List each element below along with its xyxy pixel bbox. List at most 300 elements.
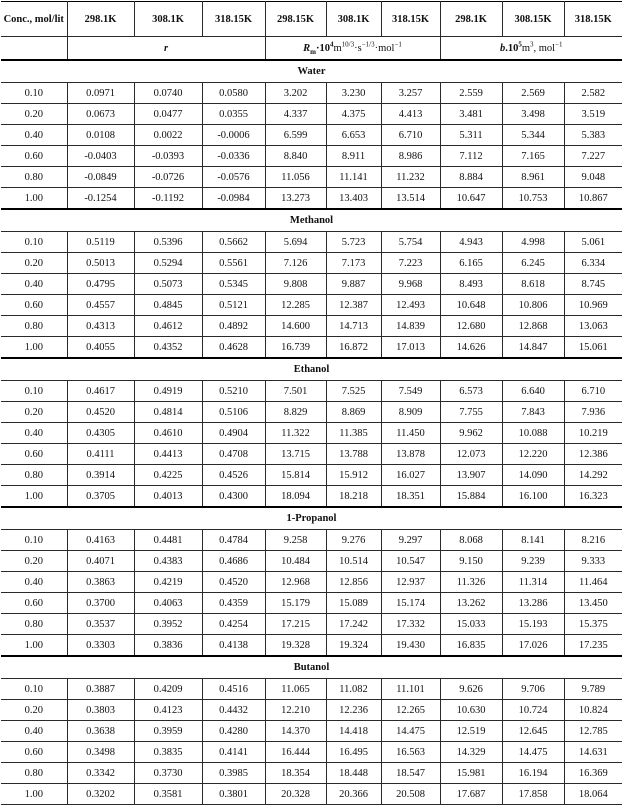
b-cell: 8.068 bbox=[440, 530, 502, 551]
rm-cell: 11.322 bbox=[265, 423, 326, 444]
r-cell: -0.0984 bbox=[202, 188, 265, 210]
b-cell: 8.884 bbox=[440, 167, 502, 188]
r-cell: 0.3835 bbox=[134, 742, 202, 763]
conc-cell: 0.10 bbox=[1, 679, 67, 700]
b-cell: 14.626 bbox=[440, 337, 502, 359]
b-cell: 15.193 bbox=[502, 614, 564, 635]
r-cell: 0.4111 bbox=[67, 444, 134, 465]
r-cell: 0.4628 bbox=[202, 337, 265, 359]
r-cell: -0.1254 bbox=[67, 188, 134, 210]
rm-cell: 18.448 bbox=[326, 763, 381, 784]
r-cell: 0.5119 bbox=[67, 232, 134, 253]
conc-cell: 0.10 bbox=[1, 381, 67, 402]
table-row bbox=[1, 742, 622, 763]
rm-cell: 13.514 bbox=[381, 188, 440, 210]
r-cell: 0.4138 bbox=[202, 635, 265, 657]
conc-cell: 0.80 bbox=[1, 167, 67, 188]
b-cell: 6.573 bbox=[440, 381, 502, 402]
r-cell: 0.4300 bbox=[202, 486, 265, 508]
r-cell: 0.0022 bbox=[134, 125, 202, 146]
b-cell: 4.998 bbox=[502, 232, 564, 253]
r-cell: 0.4163 bbox=[67, 530, 134, 551]
rm-cell: 13.273 bbox=[265, 188, 326, 210]
b-cell: 15.033 bbox=[440, 614, 502, 635]
rm-cell: 7.525 bbox=[326, 381, 381, 402]
rm-cell: 8.911 bbox=[326, 146, 381, 167]
section-title: Methanol bbox=[1, 209, 622, 232]
table-row bbox=[1, 530, 622, 551]
rm-cell: 5.723 bbox=[326, 232, 381, 253]
temp-header: 308.15K bbox=[502, 2, 564, 37]
rm-cell: 17.013 bbox=[381, 337, 440, 359]
b-cell: 12.785 bbox=[564, 721, 622, 742]
conc-cell: 0.20 bbox=[1, 700, 67, 721]
b-cell: 8.216 bbox=[564, 530, 622, 551]
b-cell: 6.710 bbox=[564, 381, 622, 402]
b-cell: 3.498 bbox=[502, 104, 564, 125]
table-row bbox=[1, 465, 622, 486]
r-cell: 0.5106 bbox=[202, 402, 265, 423]
rm-cell: 16.444 bbox=[265, 742, 326, 763]
table-row bbox=[1, 188, 622, 210]
b-cell: 8.618 bbox=[502, 274, 564, 295]
conc-cell: 0.40 bbox=[1, 721, 67, 742]
conc-cell: 0.20 bbox=[1, 253, 67, 274]
conc-cell: 0.80 bbox=[1, 763, 67, 784]
b-cell: 18.064 bbox=[564, 784, 622, 805]
r-cell: 0.4432 bbox=[202, 700, 265, 721]
b-cell: 14.631 bbox=[564, 742, 622, 763]
conc-cell: 0.20 bbox=[1, 402, 67, 423]
r-cell: 0.0355 bbox=[202, 104, 265, 125]
table-row bbox=[1, 572, 622, 593]
table-row bbox=[1, 614, 622, 635]
r-cell: 0.3705 bbox=[67, 486, 134, 508]
b-cell: 5.344 bbox=[502, 125, 564, 146]
b-cell: 8.141 bbox=[502, 530, 564, 551]
r-cell: -0.0006 bbox=[202, 125, 265, 146]
table-row bbox=[1, 316, 622, 337]
rm-cell: 11.056 bbox=[265, 167, 326, 188]
rm-cell: 11.101 bbox=[381, 679, 440, 700]
r-cell: 0.4313 bbox=[67, 316, 134, 337]
r-cell: -0.1192 bbox=[134, 188, 202, 210]
b-cell: 13.907 bbox=[440, 465, 502, 486]
r-cell: 0.4516 bbox=[202, 679, 265, 700]
subheader-row bbox=[1, 37, 622, 61]
section-header-row bbox=[1, 358, 622, 381]
rm-cell: 11.385 bbox=[326, 423, 381, 444]
rm-cell: 18.094 bbox=[265, 486, 326, 508]
b-cell: 10.753 bbox=[502, 188, 564, 210]
b-cell: 6.245 bbox=[502, 253, 564, 274]
b-cell: 6.165 bbox=[440, 253, 502, 274]
rm-cell: 20.508 bbox=[381, 784, 440, 805]
r-cell: 0.5345 bbox=[202, 274, 265, 295]
rm-cell: 8.840 bbox=[265, 146, 326, 167]
conc-cell: 1.00 bbox=[1, 188, 67, 210]
rm-cell: 3.202 bbox=[265, 83, 326, 104]
rm-cell: 4.375 bbox=[326, 104, 381, 125]
b-cell: 16.194 bbox=[502, 763, 564, 784]
b-cell: 7.227 bbox=[564, 146, 622, 167]
b-cell: 8.961 bbox=[502, 167, 564, 188]
rm-cell: 9.297 bbox=[381, 530, 440, 551]
b-cell: 14.292 bbox=[564, 465, 622, 486]
b-cell: 9.962 bbox=[440, 423, 502, 444]
r-cell: 0.4013 bbox=[134, 486, 202, 508]
b-cell: 10.088 bbox=[502, 423, 564, 444]
b-cell: 11.464 bbox=[564, 572, 622, 593]
subheader-blank bbox=[1, 37, 67, 61]
b-cell: 13.262 bbox=[440, 593, 502, 614]
rm-cell: 7.126 bbox=[265, 253, 326, 274]
r-cell: 0.4071 bbox=[67, 551, 134, 572]
b-cell: 3.481 bbox=[440, 104, 502, 125]
table-row bbox=[1, 635, 622, 657]
r-cell: 0.4520 bbox=[202, 572, 265, 593]
rm-cell: 6.653 bbox=[326, 125, 381, 146]
rm-cell: 5.754 bbox=[381, 232, 440, 253]
section-header-row bbox=[1, 656, 622, 679]
b-cell: 8.745 bbox=[564, 274, 622, 295]
b-cell: 11.314 bbox=[502, 572, 564, 593]
b-cell: 9.048 bbox=[564, 167, 622, 188]
r-cell: 0.4919 bbox=[134, 381, 202, 402]
rm-cell: 16.739 bbox=[265, 337, 326, 359]
rm-cell: 12.236 bbox=[326, 700, 381, 721]
rm-cell: 12.937 bbox=[381, 572, 440, 593]
conc-cell: 0.80 bbox=[1, 465, 67, 486]
r-cell: 0.5210 bbox=[202, 381, 265, 402]
rm-cell: 11.082 bbox=[326, 679, 381, 700]
rm-cell: 13.403 bbox=[326, 188, 381, 210]
r-cell: 0.4123 bbox=[134, 700, 202, 721]
r-cell: 0.4784 bbox=[202, 530, 265, 551]
b-cell: 13.063 bbox=[564, 316, 622, 337]
temp-header: 318.15K bbox=[381, 2, 440, 37]
temp-header: 308.1K bbox=[326, 2, 381, 37]
rm-cell: 18.218 bbox=[326, 486, 381, 508]
b-cell: 10.647 bbox=[440, 188, 502, 210]
b-cell: 10.724 bbox=[502, 700, 564, 721]
rm-cell: 18.351 bbox=[381, 486, 440, 508]
section-header-row bbox=[1, 209, 622, 232]
rm-cell: 8.829 bbox=[265, 402, 326, 423]
table-row bbox=[1, 763, 622, 784]
b-cell: 10.806 bbox=[502, 295, 564, 316]
table-row bbox=[1, 146, 622, 167]
r-cell: 0.4686 bbox=[202, 551, 265, 572]
conc-cell: 0.80 bbox=[1, 316, 67, 337]
r-cell: 0.5013 bbox=[67, 253, 134, 274]
temp-header: 308.1K bbox=[134, 2, 202, 37]
rm-cell: 4.337 bbox=[265, 104, 326, 125]
b-cell: 14.847 bbox=[502, 337, 564, 359]
rm-cell: 14.370 bbox=[265, 721, 326, 742]
b-cell: 12.386 bbox=[564, 444, 622, 465]
b-cell: 17.026 bbox=[502, 635, 564, 657]
r-cell: 0.3498 bbox=[67, 742, 134, 763]
r-cell: -0.0393 bbox=[134, 146, 202, 167]
rm-cell: 3.230 bbox=[326, 83, 381, 104]
b-cell: 9.150 bbox=[440, 551, 502, 572]
b-cell: 11.326 bbox=[440, 572, 502, 593]
r-cell: 0.0673 bbox=[67, 104, 134, 125]
b-cell: 16.100 bbox=[502, 486, 564, 508]
b-cell: 14.329 bbox=[440, 742, 502, 763]
b-cell: 9.626 bbox=[440, 679, 502, 700]
table-row bbox=[1, 125, 622, 146]
table-row bbox=[1, 232, 622, 253]
rm-cell: 10.547 bbox=[381, 551, 440, 572]
table-row bbox=[1, 167, 622, 188]
b-cell: 7.165 bbox=[502, 146, 564, 167]
b-cell: 10.219 bbox=[564, 423, 622, 444]
rm-cell: 12.493 bbox=[381, 295, 440, 316]
r-cell: 0.0740 bbox=[134, 83, 202, 104]
r-cell: 0.4141 bbox=[202, 742, 265, 763]
rm-cell: 12.285 bbox=[265, 295, 326, 316]
b-cell: 8.493 bbox=[440, 274, 502, 295]
b-cell: 15.981 bbox=[440, 763, 502, 784]
b-cell: 12.220 bbox=[502, 444, 564, 465]
rm-cell: 18.547 bbox=[381, 763, 440, 784]
rm-cell: 9.808 bbox=[265, 274, 326, 295]
rm-cell: 11.232 bbox=[381, 167, 440, 188]
b-cell: 9.706 bbox=[502, 679, 564, 700]
table-row bbox=[1, 784, 622, 805]
b-cell: 12.073 bbox=[440, 444, 502, 465]
r-cell: 0.4063 bbox=[134, 593, 202, 614]
rm-cell: 7.549 bbox=[381, 381, 440, 402]
conc-cell: 1.00 bbox=[1, 635, 67, 657]
rm-cell: 12.210 bbox=[265, 700, 326, 721]
rm-cell: 19.324 bbox=[326, 635, 381, 657]
r-cell: 0.4617 bbox=[67, 381, 134, 402]
rm-cell: 17.215 bbox=[265, 614, 326, 635]
rm-cell: 15.089 bbox=[326, 593, 381, 614]
conc-cell: 0.80 bbox=[1, 614, 67, 635]
b-cell: 7.755 bbox=[440, 402, 502, 423]
section-title: 1-Propanol bbox=[1, 507, 622, 530]
b-cell: 16.835 bbox=[440, 635, 502, 657]
r-cell: 0.4612 bbox=[134, 316, 202, 337]
conc-cell: 1.00 bbox=[1, 784, 67, 805]
conc-cell: 0.60 bbox=[1, 742, 67, 763]
b-cell: 16.369 bbox=[564, 763, 622, 784]
r-cell: 0.3959 bbox=[134, 721, 202, 742]
b-cell: 7.936 bbox=[564, 402, 622, 423]
b-cell: 2.559 bbox=[440, 83, 502, 104]
rm-cell: 20.328 bbox=[265, 784, 326, 805]
rm-cell: 19.328 bbox=[265, 635, 326, 657]
r-cell: 0.4481 bbox=[134, 530, 202, 551]
r-cell: 0.3863 bbox=[67, 572, 134, 593]
r-cell: 0.3803 bbox=[67, 700, 134, 721]
b-cell: 4.943 bbox=[440, 232, 502, 253]
rm-cell: 11.450 bbox=[381, 423, 440, 444]
conc-cell: 0.10 bbox=[1, 232, 67, 253]
rm-cell: 11.141 bbox=[326, 167, 381, 188]
rm-cell: 14.839 bbox=[381, 316, 440, 337]
r-cell: 0.5561 bbox=[202, 253, 265, 274]
table-row bbox=[1, 402, 622, 423]
r-cell: 0.0971 bbox=[67, 83, 134, 104]
rm-cell: 16.027 bbox=[381, 465, 440, 486]
conc-header: Conc., mol/lit bbox=[1, 2, 67, 37]
table-row bbox=[1, 423, 622, 444]
r-cell: 0.3342 bbox=[67, 763, 134, 784]
r-cell: 0.3730 bbox=[134, 763, 202, 784]
conc-cell: 0.60 bbox=[1, 593, 67, 614]
r-cell: 0.4413 bbox=[134, 444, 202, 465]
rm-cell: 12.856 bbox=[326, 572, 381, 593]
table-row bbox=[1, 253, 622, 274]
rm-cell: 15.814 bbox=[265, 465, 326, 486]
r-cell: -0.0576 bbox=[202, 167, 265, 188]
table-row bbox=[1, 104, 622, 125]
conc-cell: 0.20 bbox=[1, 104, 67, 125]
table-row bbox=[1, 593, 622, 614]
b-cell: 13.450 bbox=[564, 593, 622, 614]
b-cell: 10.648 bbox=[440, 295, 502, 316]
r-cell: 0.4904 bbox=[202, 423, 265, 444]
r-cell: 0.0477 bbox=[134, 104, 202, 125]
conc-cell: 0.60 bbox=[1, 444, 67, 465]
b-cell: 12.645 bbox=[502, 721, 564, 742]
r-cell: 0.5121 bbox=[202, 295, 265, 316]
rm-cell: 9.887 bbox=[326, 274, 381, 295]
r-cell: 0.3887 bbox=[67, 679, 134, 700]
r-cell: 0.0108 bbox=[67, 125, 134, 146]
r-cell: -0.0849 bbox=[67, 167, 134, 188]
table-row bbox=[1, 700, 622, 721]
table-row bbox=[1, 83, 622, 104]
table-row bbox=[1, 721, 622, 742]
rm-cell: 20.366 bbox=[326, 784, 381, 805]
b-cell: 15.884 bbox=[440, 486, 502, 508]
table-row bbox=[1, 381, 622, 402]
b-cell: 15.061 bbox=[564, 337, 622, 359]
header-row bbox=[1, 2, 622, 37]
temp-header: 318.15K bbox=[202, 2, 265, 37]
r-cell: 0.3638 bbox=[67, 721, 134, 742]
rm-cell: 8.869 bbox=[326, 402, 381, 423]
table-row bbox=[1, 337, 622, 359]
rm-cell: 13.878 bbox=[381, 444, 440, 465]
b-cell: 9.239 bbox=[502, 551, 564, 572]
b-cell: 6.334 bbox=[564, 253, 622, 274]
b-cell: 5.061 bbox=[564, 232, 622, 253]
rm-cell: 3.257 bbox=[381, 83, 440, 104]
rm-header: $R_m\cdot 10^4m^{10/3}\cdot s^{-1/3}\cdot mol^{-1}$ bbox=[265, 37, 440, 61]
rm-cell: 14.418 bbox=[326, 721, 381, 742]
rm-cell: 14.713 bbox=[326, 316, 381, 337]
r-cell: 0.4225 bbox=[134, 465, 202, 486]
table-row bbox=[1, 486, 622, 508]
b-cell: 14.475 bbox=[502, 742, 564, 763]
b-cell: 7.112 bbox=[440, 146, 502, 167]
r-cell: 0.4359 bbox=[202, 593, 265, 614]
b-cell: 5.383 bbox=[564, 125, 622, 146]
section-title: Butanol bbox=[1, 656, 622, 679]
b-cell: 17.687 bbox=[440, 784, 502, 805]
r-cell: 0.3581 bbox=[134, 784, 202, 805]
r-cell: 0.4280 bbox=[202, 721, 265, 742]
b-header: $b.10^5m^3$, mol$^{-1}$ bbox=[440, 37, 622, 61]
rm-cell: 6.599 bbox=[265, 125, 326, 146]
section-header-row bbox=[1, 60, 622, 83]
b-cell: 10.630 bbox=[440, 700, 502, 721]
conc-cell: 0.40 bbox=[1, 572, 67, 593]
conc-cell: 0.60 bbox=[1, 295, 67, 316]
b-cell: 2.582 bbox=[564, 83, 622, 104]
b-cell: 2.569 bbox=[502, 83, 564, 104]
rm-cell: 16.872 bbox=[326, 337, 381, 359]
rm-cell: 16.495 bbox=[326, 742, 381, 763]
rm-cell: 15.174 bbox=[381, 593, 440, 614]
conc-cell: 0.60 bbox=[1, 146, 67, 167]
b-cell: 5.311 bbox=[440, 125, 502, 146]
rm-cell: 19.430 bbox=[381, 635, 440, 657]
rm-cell: 14.600 bbox=[265, 316, 326, 337]
b-cell: 10.867 bbox=[564, 188, 622, 210]
r-header: r bbox=[67, 37, 265, 61]
rm-cell: 7.223 bbox=[381, 253, 440, 274]
rm-cell: 7.173 bbox=[326, 253, 381, 274]
data-table bbox=[1, 1, 622, 805]
b-cell: 14.090 bbox=[502, 465, 564, 486]
b-cell: 10.824 bbox=[564, 700, 622, 721]
b-cell: 9.333 bbox=[564, 551, 622, 572]
r-cell: 0.4814 bbox=[134, 402, 202, 423]
section-title: Ethanol bbox=[1, 358, 622, 381]
r-cell: 0.5396 bbox=[134, 232, 202, 253]
temp-header: 298.1K bbox=[440, 2, 502, 37]
b-cell: 16.323 bbox=[564, 486, 622, 508]
rm-cell: 12.265 bbox=[381, 700, 440, 721]
r-cell: 0.3952 bbox=[134, 614, 202, 635]
conc-cell: 0.40 bbox=[1, 274, 67, 295]
rm-cell: 14.475 bbox=[381, 721, 440, 742]
rm-cell: 7.501 bbox=[265, 381, 326, 402]
rm-cell: 11.065 bbox=[265, 679, 326, 700]
conc-cell: 0.20 bbox=[1, 551, 67, 572]
b-cell: 6.640 bbox=[502, 381, 564, 402]
r-cell: 0.4610 bbox=[134, 423, 202, 444]
b-cell: 13.286 bbox=[502, 593, 564, 614]
rm-cell: 12.968 bbox=[265, 572, 326, 593]
rm-cell: 16.563 bbox=[381, 742, 440, 763]
r-cell: 0.4352 bbox=[134, 337, 202, 359]
rm-cell: 18.354 bbox=[265, 763, 326, 784]
temp-header: 298.15K bbox=[265, 2, 326, 37]
b-cell: 10.969 bbox=[564, 295, 622, 316]
b-cell: 15.375 bbox=[564, 614, 622, 635]
r-cell: 0.4383 bbox=[134, 551, 202, 572]
r-cell: 0.4219 bbox=[134, 572, 202, 593]
rm-cell: 5.694 bbox=[265, 232, 326, 253]
conc-cell: 0.10 bbox=[1, 83, 67, 104]
r-cell: 0.4254 bbox=[202, 614, 265, 635]
b-cell: 12.868 bbox=[502, 316, 564, 337]
table-row bbox=[1, 295, 622, 316]
r-cell: 0.3303 bbox=[67, 635, 134, 657]
r-cell: 0.4055 bbox=[67, 337, 134, 359]
section-header-row bbox=[1, 507, 622, 530]
r-cell: 0.4305 bbox=[67, 423, 134, 444]
